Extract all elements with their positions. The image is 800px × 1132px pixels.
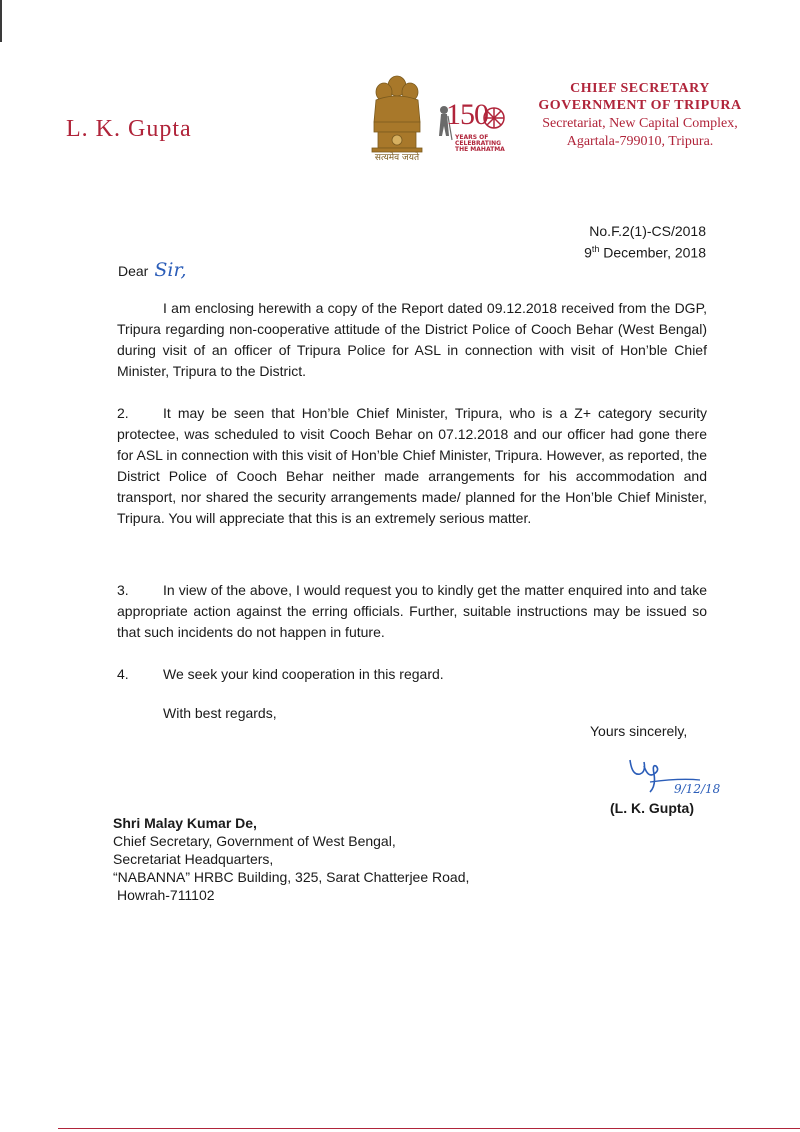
sender-name: L. K. Gupta	[66, 116, 192, 142]
badge-150-number: 150	[446, 98, 488, 131]
addressee-name: Shri Malay Kumar De,	[113, 815, 257, 831]
office-address-line: Agartala-799010, Tripura.	[566, 134, 714, 149]
badge-caption-line: THE MAHATMA	[455, 146, 505, 153]
salutation-printed: Dear	[118, 263, 149, 279]
signatory-name: (L. K. Gupta)	[610, 800, 694, 816]
scan-edge-mark	[0, 0, 2, 42]
addressee-block	[113, 814, 469, 904]
reference-block	[584, 222, 706, 262]
date-suffix: th	[591, 244, 600, 254]
badge-caption-line: CELEBRATING	[455, 140, 502, 147]
closing-regards: With best regards,	[163, 705, 277, 721]
salutation-handwritten: Sir,	[154, 259, 187, 281]
paragraph-1: I am enclosing herewith a copy of the Report dated 09.12.2018 received from the DGP, Tripura regarding non-cooperative attitude of the District Police of Cooch Behar (West Bengal) during visit of an officer of Tripura Police for ASL in connection with visit of Hon’ble Chief Minister, Tripura to the District.	[117, 300, 707, 379]
paragraph-2-text: It may be seen that Hon’ble Chief Minister, Tripura, who is a Z+ category security protectee, was scheduled to visit Cooch Behar on 07.12.2018 and our officer had gone there for ASL in connection with this visit of Hon’ble Chief Minister, Tripura. However, as reported, the District Police of Cooch Behar neither made arrangements for his accommodation and transport, nor shared the security arrangements made/ planned for the Hon’ble Chief Minister, Tripura. You will appreciate that this is an extremely serious matter.	[117, 405, 707, 526]
date-day: 9	[584, 244, 592, 261]
addressee-line: Secretariat Headquarters,	[113, 851, 274, 867]
reference-date	[584, 240, 706, 262]
yours-sincerely: Yours sincerely,	[590, 723, 688, 739]
office-address-line: Secretariat, New Capital Complex,	[542, 116, 738, 131]
paragraph-3-text: In view of the above, I would request you to kindly get the matter enquired into and take appropriate action against the erring officials. Further, suitable instructions may be issued so that such incidents do not happen in future.	[117, 582, 707, 640]
office-org: GOVERNMENT OF TRIPURA	[538, 98, 742, 113]
addressee-line: Howrah-711102	[117, 887, 215, 903]
footer-rule	[58, 1128, 800, 1129]
paragraph-4	[117, 664, 707, 685]
emblem-motto: सत्यमेव जयते	[374, 153, 420, 163]
badge-caption	[455, 135, 515, 153]
paragraph-number: 4.	[117, 666, 129, 682]
paragraph-2	[117, 403, 707, 529]
addressee-line: Chief Secretary, Government of West Bengal,	[113, 833, 396, 849]
salutation	[118, 259, 187, 281]
badge-caption-line: YEARS OF	[455, 134, 489, 141]
signature-icon	[620, 752, 760, 804]
date-rest: December, 2018	[599, 244, 706, 261]
addressee-line: “NABANNA” HRBC Building, 325, Sarat Chatterjee Road,	[113, 869, 470, 885]
paragraph-4-text: We seek your kind cooperation in this regard.	[163, 666, 444, 682]
paragraph-3	[117, 580, 707, 643]
office-block	[510, 80, 770, 150]
signature-date: 9/12/18	[674, 782, 721, 796]
paragraph-number: 3.	[117, 582, 129, 598]
paragraph-number: 2.	[117, 405, 129, 421]
office-title: CHIEF SECRETARY	[570, 81, 710, 96]
reference-number: No.F.2(1)-CS/2018	[589, 223, 706, 239]
